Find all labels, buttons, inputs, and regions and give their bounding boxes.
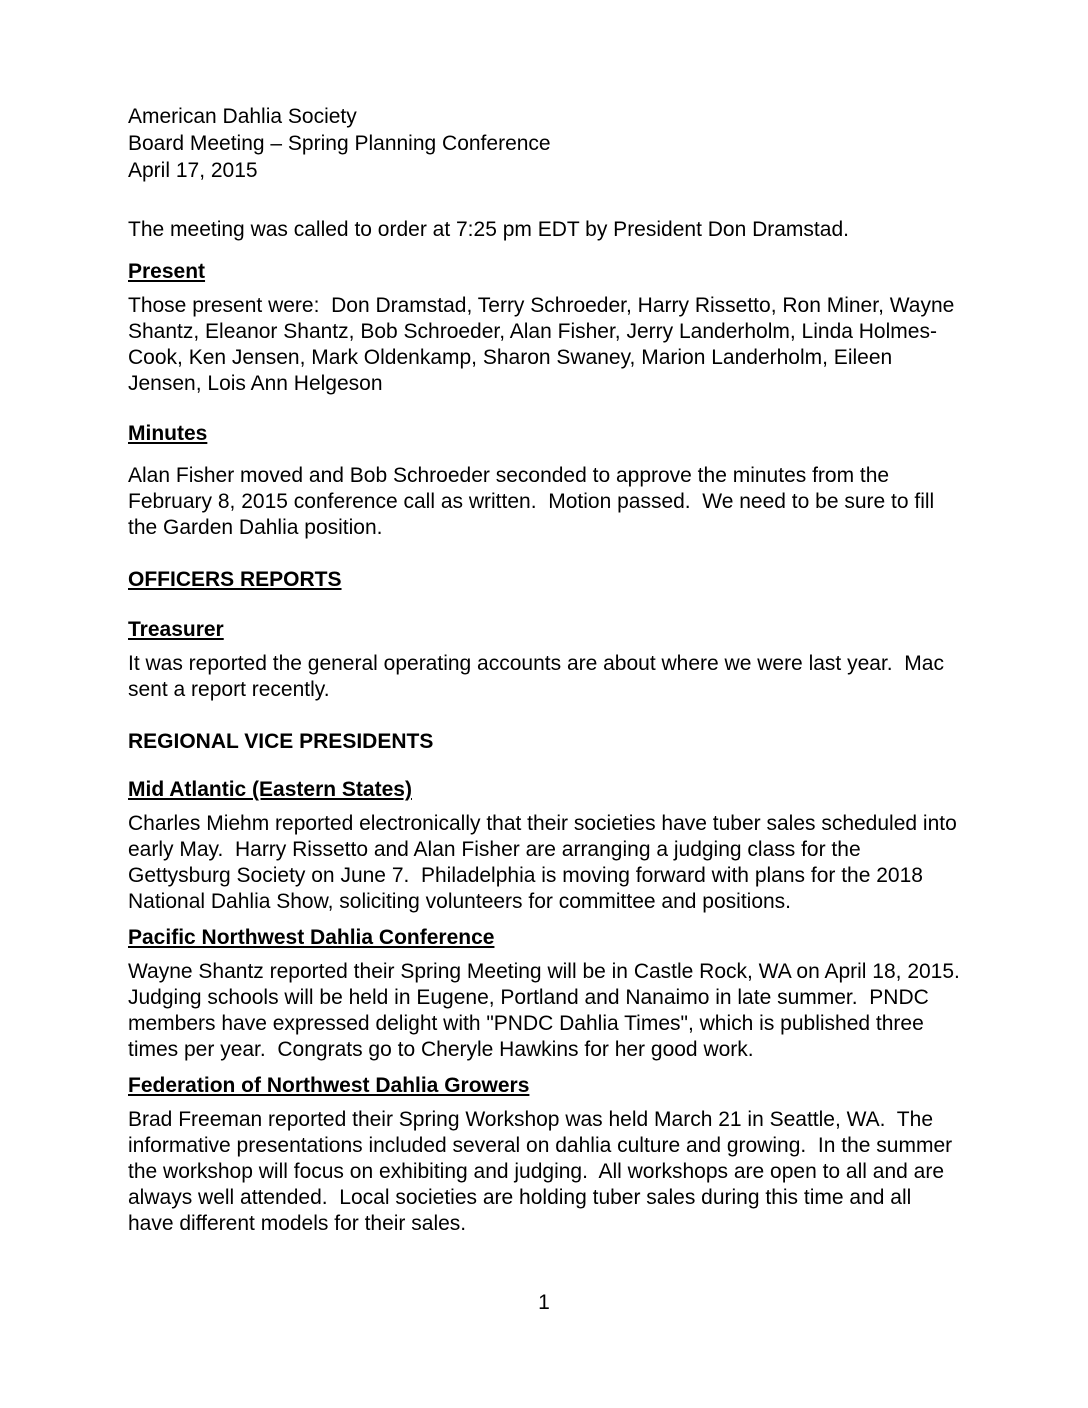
- call-to-order-text: The meeting was called to order at 7:25 pm EDT by President Don Dramstad.: [128, 218, 849, 241]
- treasurer-paragraph: It was reported the general operating accounts are about where we were last year. Mac sent a report recently.: [128, 652, 950, 701]
- mid-atlantic-paragraph: Charles Miehm reported electronically that their societies have tuber sales scheduled into early May. Harry Rissetto and Alan Fisher are arranging a judging class for the Gettysburg Society on June 7. Philadelphia is moving forward with plans for the 2018 National Dahlia Show, soliciting volunteers for committee and positions.: [128, 812, 963, 913]
- page-number: 1: [538, 1291, 550, 1314]
- heading-pacific-northwest: Pacific Northwest Dahlia Conference: [128, 926, 495, 949]
- federation-paragraph: Brad Freeman reported their Spring Workshop was held March 21 in Seattle, WA. The informative presentations included several on dahlia culture and growing. In the summer the workshop will focus on exhibiting and judging. All workshops are open to all and are always well attended. Local societies are holding tuber sales during this time and all have different models for their sales.: [128, 1108, 958, 1235]
- meeting-title: Board Meeting – Spring Planning Conference: [128, 132, 551, 155]
- heading-present: Present: [128, 260, 206, 283]
- minutes-paragraph: Alan Fisher moved and Bob Schroeder seconded to approve the minutes from the February 8, 2015 conference call as written. Motion passed. We need to be sure to fill the Garden Dahlia position.: [128, 464, 941, 539]
- heading-officers-reports: OFFICERS REPORTS: [128, 568, 342, 591]
- heading-federation: Federation of Northwest Dahlia Growers: [128, 1074, 530, 1097]
- document-header: [128, 103, 962, 184]
- present-attendees-paragraph: Those present were: Don Dramstad, Terry Schroeder, Harry Rissetto, Ron Miner, Wayne Shantz, Eleanor Shantz, Bob Schroeder, Alan Fisher, Jerry Landerholm, Linda Holmes-Cook, Ken Jensen, Mark Oldenkamp, Sharon Swaney, Marion Landerholm, Eileen Jensen, Lois Ann Helgeson: [128, 294, 961, 395]
- pacific-northwest-paragraph: Wayne Shantz reported their Spring Meeting will be in Castle Rock, WA on April 18, 2015. Judging schools will be held in Eugene, Portland and Nanaimo in late summer. PNDC members have expressed delight with "PNDC Dahlia Times", which is published three times per year. Congrats go to Cheryle Hawkins for her good work.: [128, 960, 972, 1061]
- organization-name: American Dahlia Society: [128, 105, 357, 128]
- heading-regional-vice-presidents: REGIONAL VICE PRESIDENTS: [128, 730, 434, 753]
- heading-treasurer: Treasurer: [128, 618, 224, 641]
- meeting-date: April 17, 2015: [128, 159, 258, 182]
- heading-mid-atlantic: Mid Atlantic (Eastern States): [128, 778, 412, 801]
- heading-minutes: Minutes: [128, 422, 208, 445]
